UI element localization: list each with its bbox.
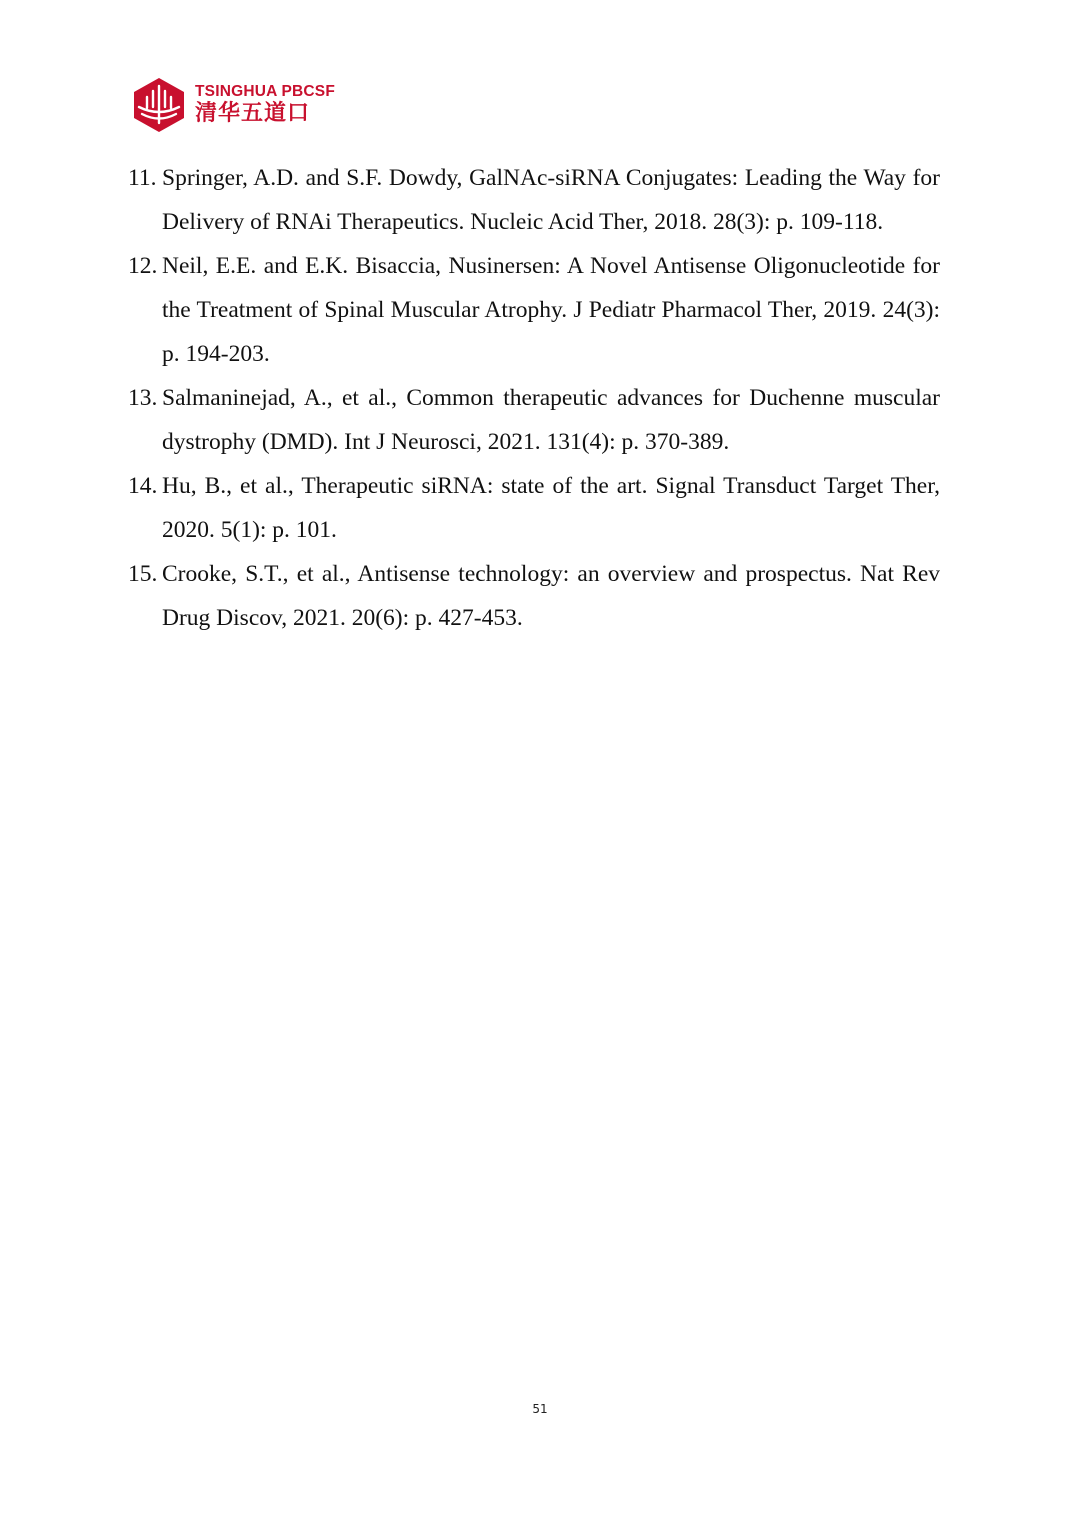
logo-wordmark	[195, 83, 335, 127]
reference-text: Springer, A.D. and S.F. Dowdy, GalNAc-siRNA Conjugates: Leading the Way for Delivery of RNAi Therapeutics. Nucleic Acid Ther, 2018. 28(3): p. 109-118.	[162, 165, 940, 235]
reference-text: Salmaninejad, A., et al., Common therapeutic advances for Duchenne muscular dystrophy (DMD). Int J Neurosci, 2021. 131(4): p. 370-389.	[162, 385, 940, 455]
reference-item	[128, 464, 940, 552]
reference-text: Hu, B., et al., Therapeutic siRNA: state of the art. Signal Transduct Target Ther, 2020. 5(1): p. 101.	[162, 473, 940, 543]
reference-number: 12.	[128, 253, 158, 279]
reference-item	[128, 376, 940, 464]
logo-english-text: TSINGHUA PBCSF	[195, 83, 336, 100]
reference-item	[128, 244, 940, 376]
logo-chinese-text: 清华五道口	[195, 101, 311, 126]
page-number: 51	[532, 1402, 548, 1416]
reference-number: 11.	[128, 165, 157, 191]
reference-number: 14.	[128, 473, 158, 499]
tsinghua-emblem-icon	[133, 77, 185, 133]
reference-text: Crooke, S.T., et al., Antisense technology: an overview and prospectus. Nat Rev Drug Discov, 2021. 20(6): p. 427-453.	[162, 561, 940, 631]
reference-item	[128, 156, 940, 244]
reference-number: 13.	[128, 385, 158, 411]
reference-text: Neil, E.E. and E.K. Bisaccia, Nusinersen: A Novel Antisense Oligonucleotide for the Treatment of Spinal Muscular Atrophy. J Pediatr Pharmacol Ther, 2019. 24(3): p. 194-203.	[162, 253, 940, 367]
header-logo	[133, 77, 335, 133]
reference-item	[128, 552, 940, 640]
reference-list	[128, 156, 940, 640]
reference-number: 15.	[128, 561, 158, 587]
